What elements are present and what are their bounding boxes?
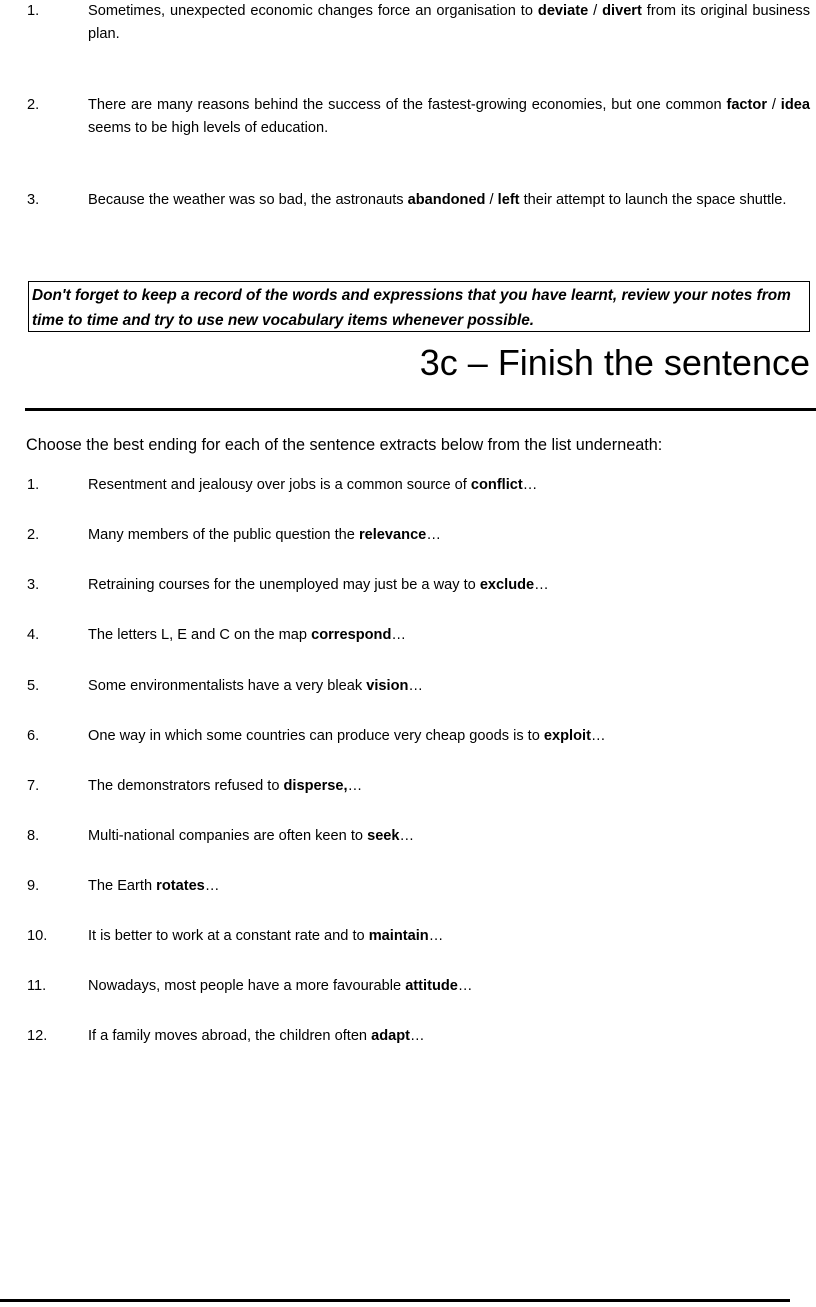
- heading-divider: [25, 408, 816, 411]
- ellipsis: …: [522, 477, 538, 493]
- item-sentence: [88, 94, 810, 140]
- item-number: 5.: [27, 678, 40, 694]
- sentence-text: Because the weather was so bad, the astronauts: [88, 192, 408, 208]
- item-number: 3.: [27, 577, 40, 593]
- option-separator: /: [485, 192, 498, 208]
- ellipsis: …: [457, 978, 473, 994]
- key-word: exclude: [479, 577, 535, 593]
- ellipsis: …: [426, 527, 441, 543]
- item-sentence: [88, 675, 810, 698]
- sentence-text: seems to be high levels of education.: [88, 120, 329, 136]
- option-word[interactable]: factor: [726, 97, 767, 113]
- ellipsis: …: [590, 728, 606, 744]
- item-number: 3.: [27, 192, 40, 208]
- sentence-text: Multi-national companies are often keen to: [88, 828, 368, 844]
- key-word: relevance: [358, 527, 427, 543]
- item-sentence: [88, 624, 810, 647]
- key-word: disperse,: [283, 778, 348, 794]
- option-separator: /: [588, 3, 603, 19]
- key-word: maintain: [368, 928, 429, 944]
- item-sentence: [88, 474, 810, 497]
- item-number: 8.: [27, 828, 40, 844]
- ellipsis: …: [204, 878, 220, 894]
- sentence-text: Nowadays, most people have a more favourable: [88, 978, 406, 994]
- sentence-text: One way in which some countries can produce very cheap goods is to: [88, 728, 544, 744]
- item-sentence: [88, 574, 810, 597]
- page-bottom-divider: [0, 1299, 790, 1302]
- ellipsis: …: [408, 678, 423, 694]
- item-sentence: [88, 975, 810, 998]
- item-number: 12.: [27, 1028, 48, 1044]
- sentence-text: their attempt to launch the space shuttle.: [519, 192, 787, 208]
- key-word: rotates: [156, 878, 205, 894]
- sentence-text: If a family moves abroad, the children often: [88, 1028, 372, 1044]
- sentence-text: The demonstrators refused to: [88, 778, 284, 794]
- option-word[interactable]: left: [497, 192, 520, 208]
- sentence-text: There are many reasons behind the success of the fastest-growing economies, but one common: [88, 97, 727, 113]
- key-word: seek: [367, 828, 400, 844]
- ellipsis: …: [347, 778, 363, 794]
- key-word: attitude: [405, 978, 458, 994]
- option-separator: /: [767, 97, 781, 113]
- ellipsis: …: [399, 828, 415, 844]
- item-number: 4.: [27, 627, 40, 643]
- option-word[interactable]: idea: [780, 97, 810, 113]
- item-number: 1.: [27, 3, 40, 19]
- sentence-text: Sometimes, unexpected economic changes force an organisation to: [88, 3, 538, 19]
- item-number: 6.: [27, 728, 40, 744]
- ellipsis: …: [534, 577, 549, 593]
- key-word: vision: [366, 678, 409, 694]
- sentence-text: Some environmentalists have a very bleak: [88, 678, 367, 694]
- sentence-text: Many members of the public question the: [88, 527, 359, 543]
- item-number: 10.: [27, 928, 48, 944]
- key-word: adapt: [371, 1028, 411, 1044]
- item-sentence: [88, 524, 810, 547]
- instruction-text: Choose the best ending for each of the sentence extracts below from the list underneath:: [26, 436, 663, 454]
- item-sentence: [88, 0, 810, 46]
- section-heading: 3c – Finish the sentence: [419, 342, 810, 383]
- sentence-text: The letters L, E and C on the map: [88, 627, 312, 643]
- item-number: 2.: [27, 527, 40, 543]
- sentence-text: Retraining courses for the unemployed may just be a way to: [88, 577, 480, 593]
- ellipsis: …: [410, 1028, 425, 1044]
- item-number: 11.: [27, 978, 47, 994]
- sentence-text: It is better to work at a constant rate and to: [88, 928, 369, 944]
- sentence-text: The Earth: [88, 878, 157, 894]
- item-sentence: [88, 189, 810, 212]
- ellipsis: …: [428, 928, 444, 944]
- option-word[interactable]: deviate: [537, 3, 589, 19]
- item-number: 2.: [27, 97, 40, 113]
- sentence-text: from its original business plan.: [88, 3, 810, 42]
- item-sentence: [88, 725, 810, 748]
- item-number: 7.: [27, 778, 40, 794]
- option-word[interactable]: divert: [602, 3, 642, 19]
- option-word[interactable]: abandoned: [407, 192, 486, 208]
- item-sentence: [88, 925, 810, 948]
- key-word: exploit: [543, 728, 591, 744]
- item-number: 1.: [27, 477, 40, 493]
- reminder-note-box: Don't forget to keep a record of the words and expressions that you have learnt, review your notes from time to time and try to use new vocabulary items whenever possible.: [28, 281, 810, 332]
- item-sentence: [88, 825, 810, 848]
- item-sentence: [88, 875, 810, 898]
- item-number: 9.: [27, 878, 40, 894]
- item-sentence: [88, 1025, 810, 1048]
- ellipsis: …: [391, 627, 406, 643]
- key-word: correspond: [311, 627, 392, 643]
- key-word: conflict: [470, 477, 523, 493]
- sentence-text: Resentment and jealousy over jobs is a common source of: [88, 477, 471, 493]
- item-sentence: [88, 775, 810, 798]
